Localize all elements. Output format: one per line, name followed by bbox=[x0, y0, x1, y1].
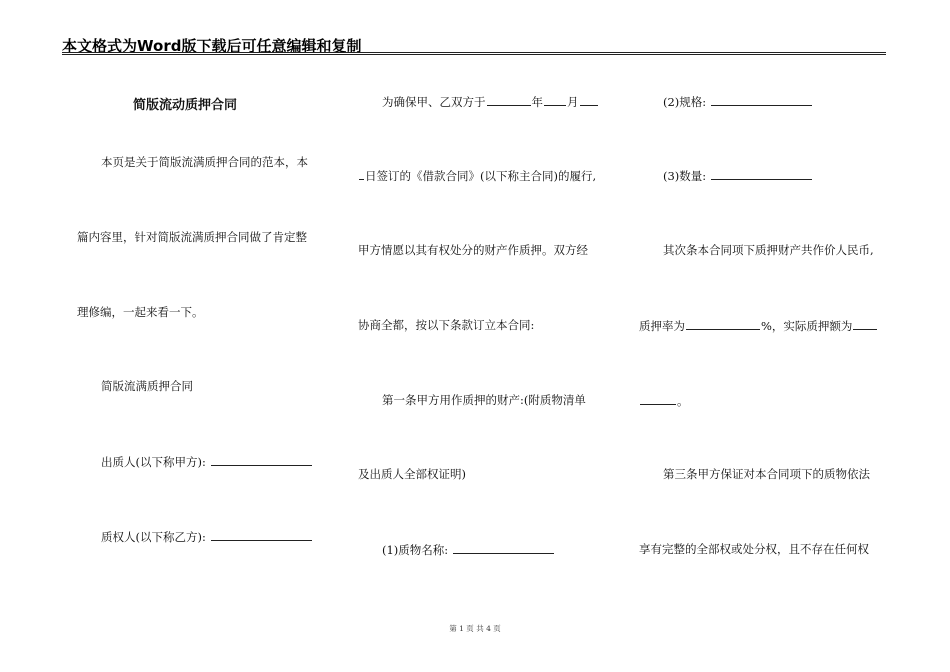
col3-line-3: 其次条本合同项下质押财产共作价人民币, bbox=[663, 243, 874, 257]
col2-line-2-text: 日签订的《借款合同》(以下称主合同)的履行, bbox=[365, 169, 597, 183]
pledge-amount-blank-2 bbox=[640, 393, 676, 405]
col3-line-6: 第三条甲方保证对本合同项下的质物依法 bbox=[663, 467, 870, 481]
col2-line-6: 及出质人全部权证明) bbox=[358, 467, 466, 481]
pledge-amount-blank bbox=[853, 318, 877, 330]
date-blank-2 bbox=[544, 94, 566, 106]
col3-line-5-text: 。 bbox=[677, 394, 689, 408]
pledge-rate-label: 质押率为 bbox=[639, 319, 685, 333]
date-blank-3 bbox=[580, 94, 598, 106]
document-banner: 本文格式为Word版下载后可任意编辑和复制 bbox=[62, 37, 362, 55]
item-name-label: (1)质物名称: bbox=[382, 543, 449, 557]
pledgee-line bbox=[101, 529, 313, 544]
col2-line-5: 第一条甲方用作质押的财产:(附质物清单 bbox=[382, 393, 586, 407]
header-rule-top bbox=[62, 52, 886, 53]
col2-line-1 bbox=[382, 94, 599, 109]
intro-line-3: 理修编，一起来看一下。 bbox=[77, 305, 204, 319]
col3-line-4 bbox=[639, 318, 878, 333]
col2-line-1-text-b: 年 bbox=[531, 95, 543, 109]
header-rule-bottom bbox=[62, 54, 886, 55]
pledge-amount-label: %，实际质押额为 bbox=[761, 319, 853, 333]
pledgee-blank bbox=[211, 529, 312, 541]
quantity-blank bbox=[711, 168, 812, 180]
col3-line-7: 享有完整的全部权或处分权，且不存在任何权 bbox=[639, 542, 869, 556]
contract-title: 简版流动质押合同 bbox=[133, 98, 238, 113]
item-name-blank bbox=[453, 542, 554, 554]
col3-line-5 bbox=[639, 393, 689, 408]
intro-line-1: 本页是关于简版流满质押合同的范本，本 bbox=[101, 155, 308, 169]
pledgee-label: 质权人(以下称乙方): bbox=[101, 530, 206, 544]
col3-line-1 bbox=[663, 94, 813, 109]
col2-line-4: 协商全都，按以下条款订立本合同: bbox=[358, 318, 535, 332]
col2-line-7 bbox=[382, 542, 555, 557]
col3-line-2 bbox=[663, 168, 813, 183]
date-blank-4 bbox=[359, 168, 364, 180]
pledgor-line bbox=[101, 454, 313, 469]
col2-line-1-text-a: 为确保甲、乙双方于 bbox=[382, 95, 486, 109]
page-number: 第 1 页 共 4 页 bbox=[449, 624, 501, 633]
contract-subtitle: 简版流满质押合同 bbox=[101, 379, 193, 393]
spec-label: (2)规格: bbox=[663, 95, 707, 109]
col2-line-1-text-c: 月 bbox=[567, 95, 579, 109]
spec-blank bbox=[711, 94, 812, 106]
col2-line-3: 甲方情愿以其有权处分的财产作质押。双方经 bbox=[358, 243, 588, 257]
pledgor-label: 出质人(以下称甲方): bbox=[101, 455, 206, 469]
date-blank-1 bbox=[487, 94, 531, 106]
pledge-rate-blank bbox=[686, 318, 760, 330]
intro-line-2: 篇内容里，针对简版流满质押合同做了肯定整 bbox=[77, 230, 307, 244]
col2-line-2 bbox=[358, 168, 596, 183]
pledgor-blank bbox=[211, 454, 312, 466]
quantity-label: (3)数量: bbox=[663, 169, 707, 183]
